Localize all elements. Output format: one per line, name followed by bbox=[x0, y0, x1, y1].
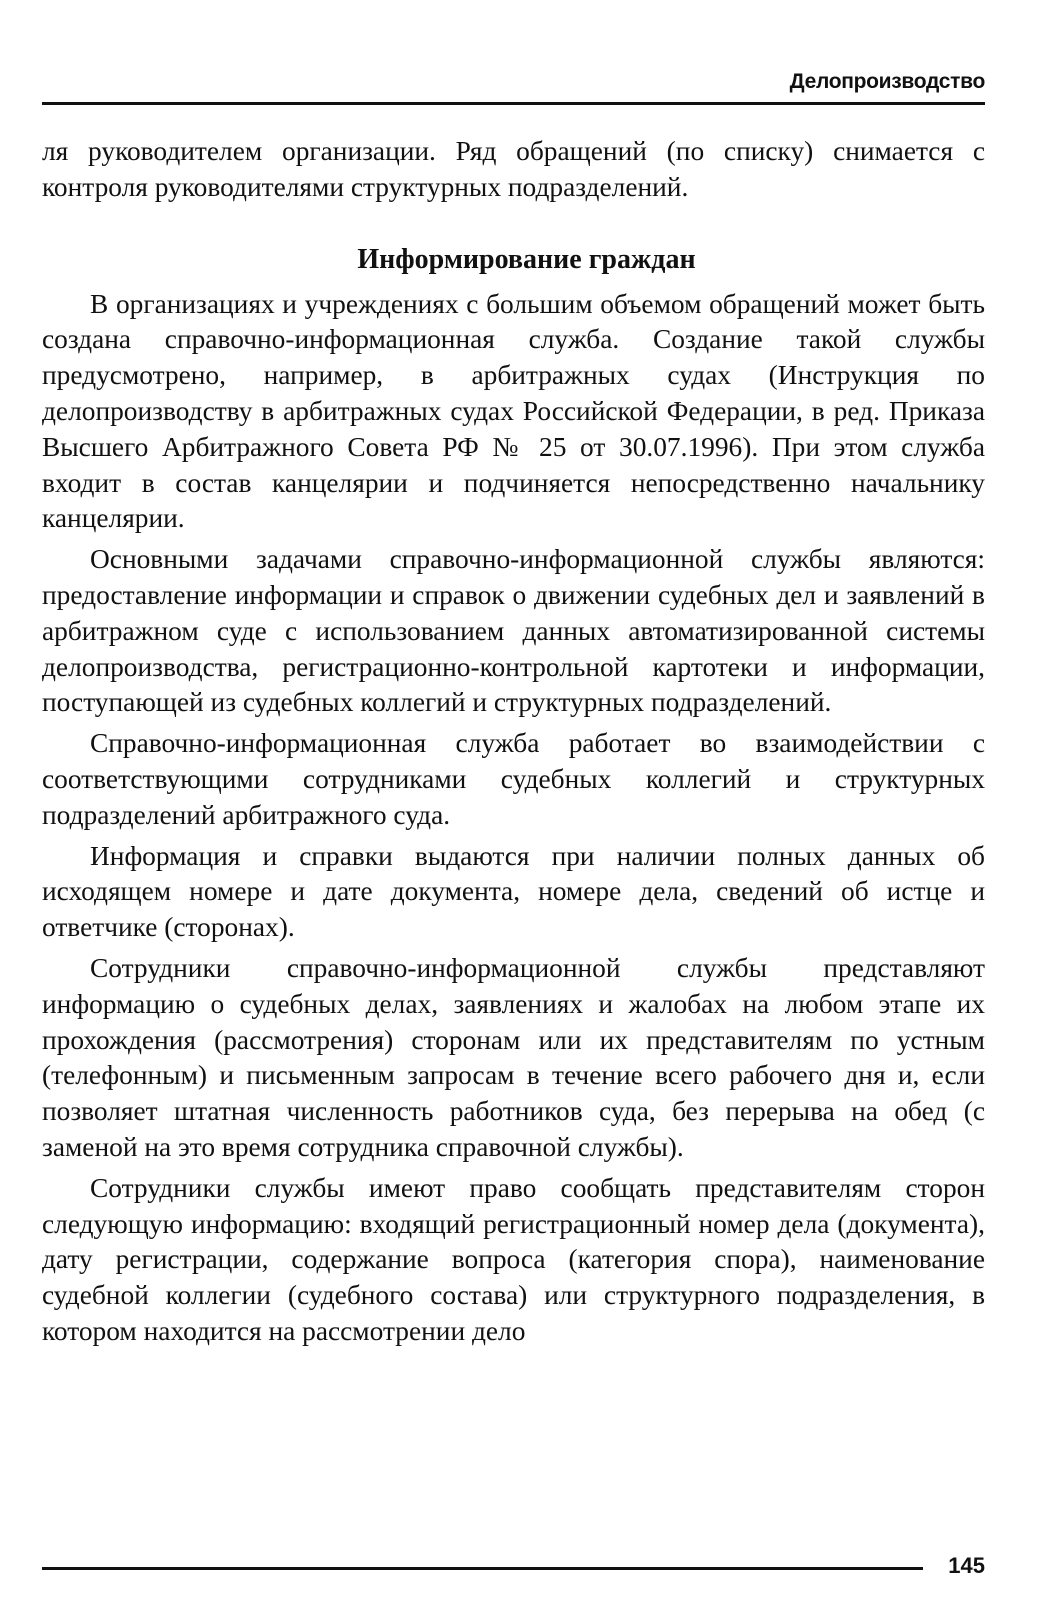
page-body bbox=[42, 134, 985, 1350]
footer-rule bbox=[42, 1567, 923, 1570]
paragraph: Основными задачами справочно-информационной службы являются: предоставление информации и справок о движении судебных дел и заявлений в арбитражном суде с использованием данных автоматизированной системы делопроизводства, регистрационно-контрольной картотеки и информации, поступающей из судебных коллегий и структурных подразделений. bbox=[42, 544, 985, 718]
running-header bbox=[42, 68, 985, 105]
continued-paragraph: ля руководителем организации. Ряд обращений (по списку) снимается с контроля руководителями структурных подразделений. bbox=[42, 136, 985, 202]
paragraph: Информация и справки выдаются при наличии полных данных об исходящем номере и дате документа, номере дела, сведений об истце и ответчике (сторонах). bbox=[42, 840, 985, 943]
running-title: Делопроизводство bbox=[789, 70, 985, 93]
section-title: Информирование граждан bbox=[357, 243, 696, 275]
paragraph: Сотрудники справочно-информационной службы представляют информацию о судебных делах, заявлениях и жалобах на любом этапе их прохождения (рассмотрения) сторонам или их представителям по устным (телефонным) и письменным запросам в течение всего рабочего дня и, если позволяет штатная численность работников суда, без перерыва на обед (с заменой на это время сотрудника справочной службы). bbox=[42, 952, 985, 1162]
page-number: 145 bbox=[948, 1553, 985, 1578]
page-footer bbox=[42, 1553, 985, 1583]
paragraph: В организациях и учреждениях с большим объемом обращений может быть создана справочно-информационная служба. Создание такой службы предусмотрено, например, в арбитражных судах (Инструкция по делопроизводству в арбитражных судах Российской Федерации, в ред. Приказа Высшего Арбитражного Совета РФ № 25 от 30.07.1996). При этом служба входит в состав канцелярии и подчиняется непосредственно начальнику канцелярии. bbox=[42, 288, 985, 534]
paragraph: Сотрудники службы имеют право сообщать представителям сторон следующую информацию: входящий регистрационный номер дела (документа), дату регистрации, содержание вопроса (категория спора), наименование судебной коллегии (судебного состава) или структурного подразделения, в котором находится на рассмотрении дело bbox=[42, 1172, 985, 1346]
paragraph: Справочно-информационная служба работает во взаимодействии с соответствующими сотрудниками судебных коллегий и структурных подразделений арбитражного суда. bbox=[42, 728, 985, 830]
